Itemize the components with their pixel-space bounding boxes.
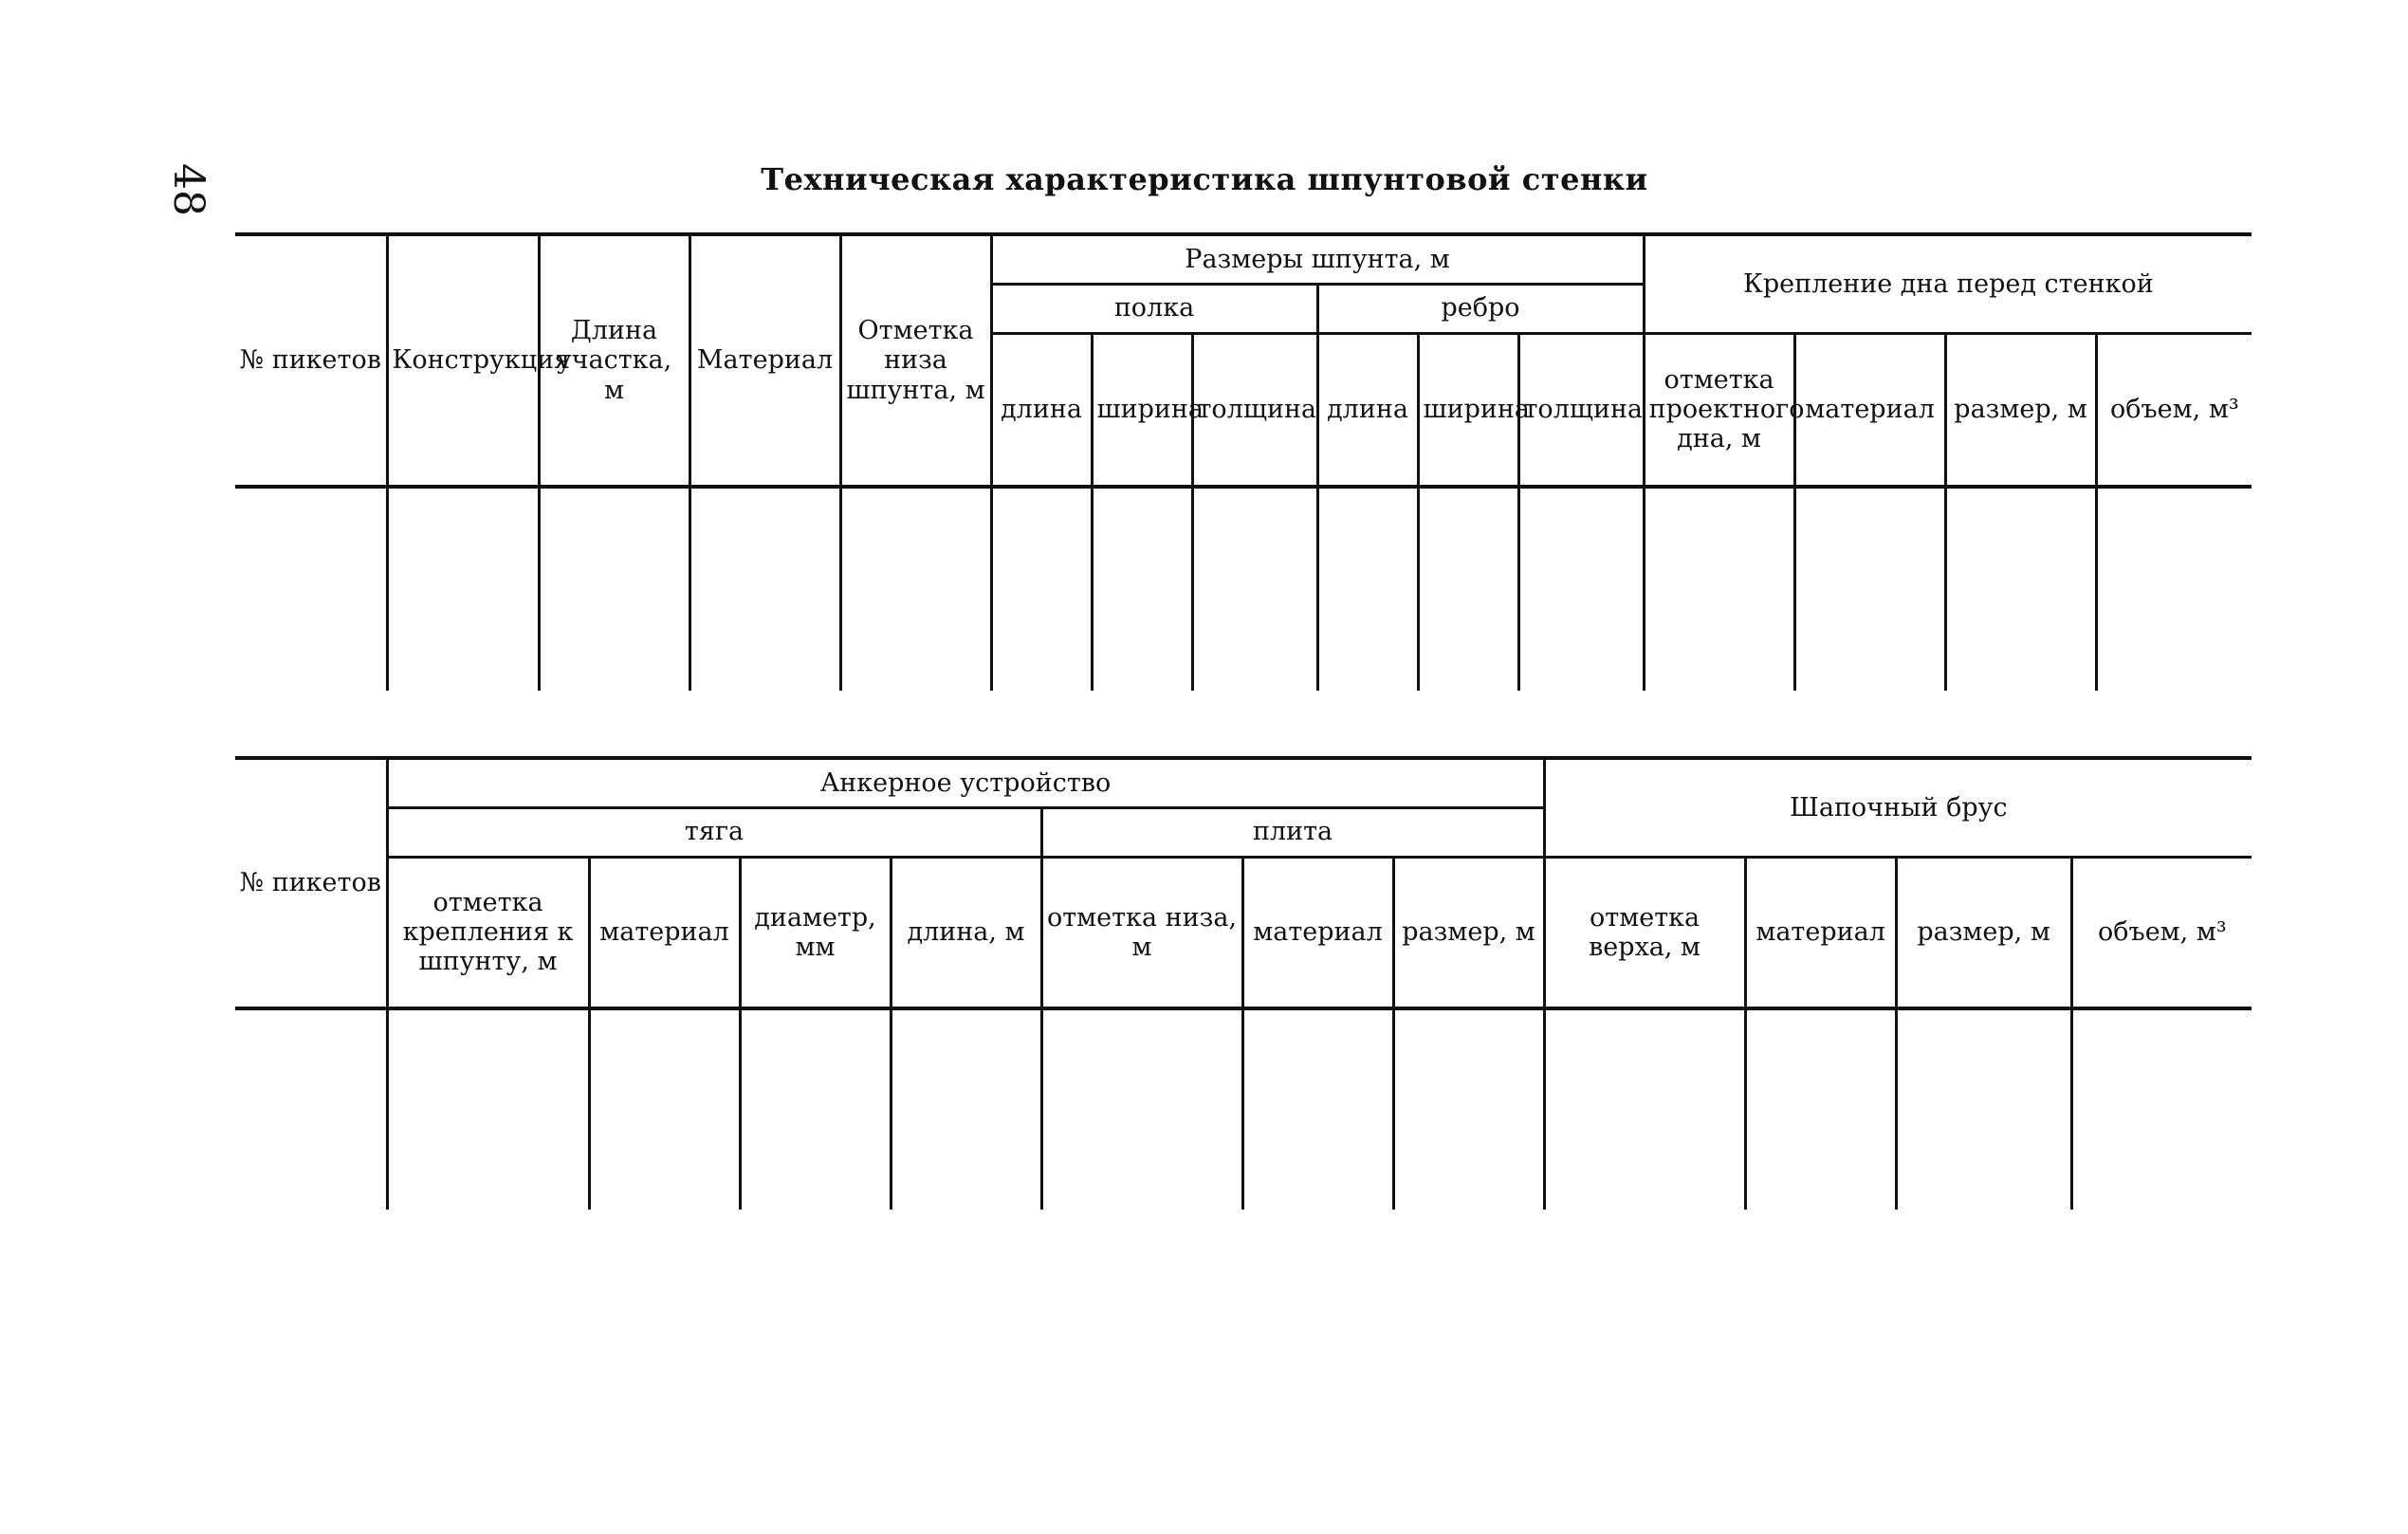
table-cell bbox=[1242, 1008, 1393, 1210]
table-row bbox=[235, 1008, 2252, 1210]
anchor-and-cap-table bbox=[235, 756, 2252, 1210]
header-rod-attach-mark: отметка крепления к шпунту, м bbox=[387, 857, 589, 1008]
header-picket-number: № пикетов bbox=[235, 234, 387, 487]
header-group-bed-protection: Крепление дна перед стенкой bbox=[1644, 234, 2252, 333]
table-cell bbox=[2096, 487, 2252, 691]
header-shelf-length: длина bbox=[991, 333, 1092, 487]
table-cell bbox=[891, 1008, 1041, 1210]
header-design-bed-mark: отметка проектного дна, м bbox=[1644, 333, 1794, 487]
header-bed-size: размер, м bbox=[1945, 333, 2096, 487]
table-cell bbox=[1317, 487, 1418, 691]
table-row bbox=[235, 487, 2252, 691]
header-plate-material: материал bbox=[1242, 857, 1393, 1008]
header-sub-rib: ребро bbox=[1317, 284, 1644, 333]
table-cell bbox=[1418, 487, 1518, 691]
header-plate-size: размер, м bbox=[1393, 857, 1544, 1008]
table-cell bbox=[589, 1008, 740, 1210]
header-cap-volume: объем, м³ bbox=[2071, 857, 2252, 1008]
page-number: 48 bbox=[164, 163, 212, 216]
header-material: Материал bbox=[689, 234, 840, 487]
sheet-pile-wall-table bbox=[235, 232, 2252, 691]
table-cell bbox=[1041, 1008, 1242, 1210]
header-sub-plate: плита bbox=[1041, 807, 1544, 857]
table-cell bbox=[1644, 487, 1794, 691]
header-rod-diameter: диаметр, мм bbox=[740, 857, 891, 1008]
header-sub-rod: тяга bbox=[387, 807, 1041, 857]
table-cell bbox=[1192, 487, 1317, 691]
table-cell bbox=[539, 487, 689, 691]
header-group-cap-beam: Шапочный брус bbox=[1544, 758, 2252, 857]
table-cell bbox=[689, 487, 840, 691]
table-cell bbox=[235, 1008, 387, 1210]
table-cell bbox=[740, 1008, 891, 1210]
header-rib-width: ширина bbox=[1418, 333, 1518, 487]
header-group-anchor-device: Анкерное устройство bbox=[387, 758, 1544, 807]
table-cell bbox=[1518, 487, 1644, 691]
table-cell bbox=[1896, 1008, 2071, 1210]
table-cell bbox=[387, 1008, 589, 1210]
header-picket-number: № пикетов bbox=[235, 758, 387, 1008]
header-bed-material: материал bbox=[1794, 333, 1945, 487]
header-sub-shelf: полка bbox=[991, 284, 1317, 333]
table-cell bbox=[1544, 1008, 1745, 1210]
header-pile-bottom-mark: Отметка низа шпунта, м bbox=[840, 234, 991, 487]
header-plate-bottom-mark: отметка низа, м bbox=[1041, 857, 1242, 1008]
table-cell bbox=[991, 487, 1092, 691]
header-group-pile-sizes: Размеры шпунта, м bbox=[991, 234, 1644, 284]
header-bed-volume: объем, м³ bbox=[2096, 333, 2252, 487]
header-cap-material: материал bbox=[1745, 857, 1896, 1008]
table-cell bbox=[1745, 1008, 1896, 1210]
header-rib-thickness: толщина bbox=[1518, 333, 1644, 487]
table-cell bbox=[1092, 487, 1192, 691]
header-construction: Конструкция bbox=[387, 234, 539, 487]
header-rod-material: материал bbox=[589, 857, 740, 1008]
table-cell bbox=[235, 487, 387, 691]
table-cell bbox=[840, 487, 991, 691]
table-cell bbox=[1945, 487, 2096, 691]
table-cell bbox=[2071, 1008, 2252, 1210]
header-cap-size: размер, м bbox=[1896, 857, 2071, 1008]
table-cell bbox=[1794, 487, 1945, 691]
header-section-length: Длина участка, м bbox=[539, 234, 689, 487]
table-cell bbox=[387, 487, 539, 691]
header-cap-top-mark: отметка верха, м bbox=[1544, 857, 1745, 1008]
table-cell bbox=[1393, 1008, 1544, 1210]
header-shelf-width: ширина bbox=[1092, 333, 1192, 487]
header-shelf-thickness: толщина bbox=[1192, 333, 1317, 487]
page-title: Техническая характеристика шпунтовой стенки bbox=[761, 161, 1648, 197]
header-rib-length: длина bbox=[1317, 333, 1418, 487]
header-rod-length: длина, м bbox=[891, 857, 1041, 1008]
